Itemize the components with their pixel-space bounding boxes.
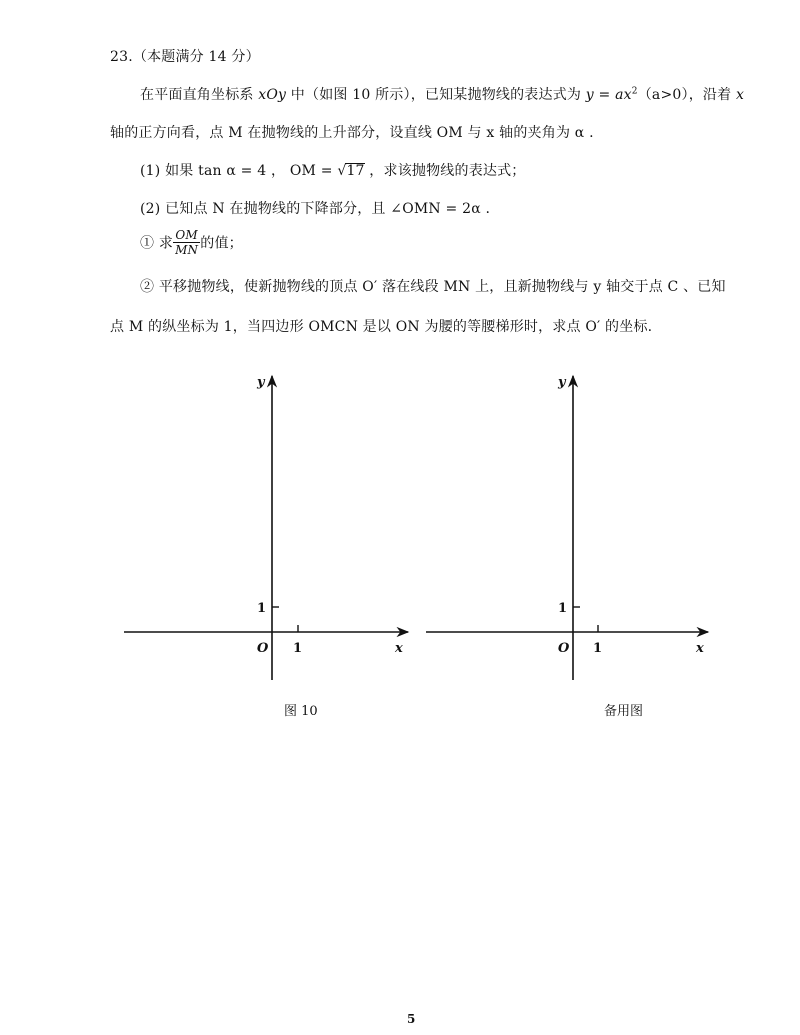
page-number: 5 [407,1012,416,1026]
figure-10-y-label: y [257,375,265,390]
backup-figure-y-label: y [558,375,566,390]
figure-10-tick-x-label: 1 [293,641,303,656]
backup-figure-tick-y-label: 1 [558,601,568,616]
problem-line-2: 轴的正方向看，点 M 在抛物线的上升部分，设直线 OM 与 x 轴的夹角为 α . [110,125,594,141]
question-1: (1) 如果 tan α = 4 ， OM = √17 ，求该抛物线的表达式； [140,163,526,179]
backup-figure-x-label: x [696,641,704,656]
backup-figure-origin-label: O [558,641,570,656]
backup-figure-tick-x-label: 1 [593,641,603,656]
figure-10-tick-y-label: 1 [257,601,267,616]
figure-10-x-label: x [395,641,403,656]
question-2-2-line-1: ② 平移抛物线，使新抛物线的顶点 O′ 落在线段 MN 上，且新抛物线与 y 轴交于点 C 、已知 [140,279,726,295]
backup-figure-axes [426,375,708,680]
problem-line-1: 在平面直角坐标系 xOy 中（如图 10 所示），已知某抛物线的表达式为 $y = ax^2(a>0)$，沿着 x [140,86,745,103]
figure-10-axes [124,375,408,680]
question-2: (2) 已知点 N 在抛物线的下降部分，且 ∠OMN = 2α . [140,201,491,217]
question-2-1: ① 求 $\frac{OM}{MN}$ 的值； [140,228,243,257]
problem-header: 23.（本题满分 14 分） [110,49,260,65]
question-2-2-line-2: 点 M 的纵坐标为 1，当四边形 OMCN 是以 ON 为腰的等腰梯形时，求点 O′ 的坐标. [110,319,653,335]
figure-10-origin-label: O [257,641,269,656]
backup-figure-caption: 备用图 [604,704,644,719]
sqrt-sign: √ [337,163,347,179]
fraction-om-mn: $\frac{OM}{MN}$ [175,228,199,257]
figure-10-caption: 图 10 [284,704,318,719]
